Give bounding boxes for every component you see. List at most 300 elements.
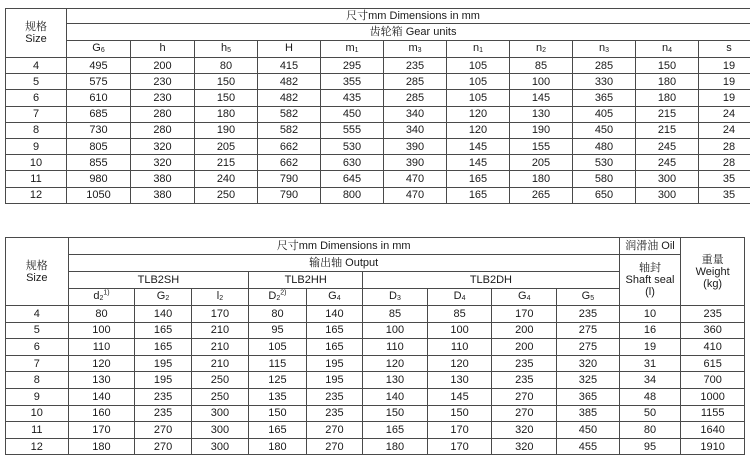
- value-cell: 80: [195, 58, 258, 74]
- column-footnote: 2): [280, 289, 287, 297]
- size-label: 规格 Size: [25, 21, 47, 45]
- value-cell: 300: [636, 171, 699, 187]
- value-cell: 165: [363, 422, 428, 439]
- column-subscript: 2: [276, 295, 281, 302]
- value-cell: 35: [699, 187, 750, 203]
- value-cell: 285: [573, 58, 636, 74]
- value-cell: 180: [636, 74, 699, 90]
- value-cell: 270: [492, 388, 557, 405]
- size-cell: 6: [6, 90, 67, 106]
- value-cell: 235: [135, 405, 191, 422]
- weight-header: [681, 238, 745, 306]
- value-cell: 210: [191, 339, 248, 356]
- column-subscript: 3: [417, 47, 422, 54]
- value-cell: 28: [699, 155, 750, 171]
- value-cell: 135: [249, 388, 306, 405]
- value-cell: 530: [321, 138, 384, 154]
- value-cell: 205: [195, 138, 258, 154]
- value-cell: 190: [510, 122, 573, 138]
- column-header: [636, 41, 699, 58]
- value-cell: 125: [249, 372, 306, 389]
- table-row: [6, 90, 750, 106]
- size-cell: 11: [6, 422, 69, 439]
- column-symbol: H: [285, 42, 293, 54]
- value-cell: 1155: [681, 405, 745, 422]
- value-cell: 615: [681, 355, 745, 372]
- value-cell: 150: [363, 405, 428, 422]
- value-cell: 120: [447, 106, 510, 122]
- value-cell: 275: [557, 322, 620, 339]
- value-cell: 980: [67, 171, 131, 187]
- value-cell: 100: [363, 322, 428, 339]
- size-cell: 12: [6, 187, 67, 203]
- table-row: [6, 339, 745, 356]
- value-cell: 85: [427, 306, 492, 323]
- column-subscript: 4: [336, 295, 341, 302]
- value-cell: 415: [258, 58, 321, 74]
- value-cell: 19: [699, 90, 750, 106]
- value-cell: 230: [131, 74, 195, 90]
- value-cell: 285: [384, 90, 447, 106]
- value-cell: 170: [68, 422, 135, 439]
- value-cell: 150: [195, 90, 258, 106]
- column-subscript: 2: [165, 295, 170, 302]
- value-cell: 110: [363, 339, 428, 356]
- table-row: [6, 187, 750, 203]
- value-cell: 205: [510, 155, 573, 171]
- value-cell: 482: [258, 90, 321, 106]
- table-row: [6, 322, 745, 339]
- column-symbol: G: [328, 290, 337, 302]
- column-symbol: s: [726, 42, 732, 54]
- value-cell: 130: [510, 106, 573, 122]
- column-subscript: 6: [100, 47, 105, 54]
- column-header: [573, 41, 636, 58]
- column-symbol: d: [93, 290, 100, 302]
- table-row: [6, 155, 750, 171]
- value-cell: 165: [306, 339, 362, 356]
- value-cell: 200: [131, 58, 195, 74]
- column-subscript: 4: [668, 47, 673, 54]
- value-cell: 19: [699, 58, 750, 74]
- value-cell: 235: [681, 306, 745, 323]
- column-symbol: h: [159, 42, 166, 54]
- value-cell: 170: [492, 306, 557, 323]
- column-symbol: n: [598, 42, 606, 54]
- value-cell: 210: [191, 355, 248, 372]
- value-cell: 145: [447, 138, 510, 154]
- value-cell: 245: [636, 138, 699, 154]
- value-cell: 320: [131, 138, 195, 154]
- column-subscript: 5: [590, 295, 595, 302]
- value-cell: 120: [363, 355, 428, 372]
- value-cell: 195: [135, 355, 191, 372]
- value-cell: 120: [427, 355, 492, 372]
- dimensions-header: 尺寸mm Dimensions in mm: [68, 238, 619, 255]
- value-cell: 180: [510, 171, 573, 187]
- value-cell: 685: [67, 106, 131, 122]
- table-row: [6, 306, 745, 323]
- table-row: [6, 74, 750, 90]
- column-header: [249, 289, 306, 306]
- column-symbol: G: [156, 290, 166, 302]
- column-header: [135, 289, 191, 306]
- value-cell: 1910: [681, 438, 745, 455]
- value-cell: 145: [427, 388, 492, 405]
- value-cell: 120: [447, 122, 510, 138]
- value-cell: 105: [447, 74, 510, 90]
- size-label: 规格 Size: [25, 259, 48, 284]
- size-cell: 5: [6, 322, 69, 339]
- value-cell: 385: [557, 405, 620, 422]
- value-cell: 495: [67, 58, 131, 74]
- value-cell: 805: [67, 138, 131, 154]
- group-tlb2hh: TLB2HH: [249, 272, 363, 289]
- value-cell: 365: [573, 90, 636, 106]
- column-header: [557, 289, 620, 306]
- value-cell: 410: [681, 339, 745, 356]
- value-cell: 275: [557, 339, 620, 356]
- size-cell: 10: [6, 405, 69, 422]
- column-subscript: 2: [219, 295, 224, 302]
- value-cell: 380: [131, 171, 195, 187]
- value-cell: 150: [195, 74, 258, 90]
- size-cell: 10: [6, 155, 67, 171]
- value-cell: 110: [68, 339, 135, 356]
- value-cell: 195: [306, 355, 362, 372]
- value-cell: 105: [447, 58, 510, 74]
- value-cell: 365: [557, 388, 620, 405]
- value-cell: 580: [573, 171, 636, 187]
- value-cell: 200: [492, 322, 557, 339]
- value-cell: 250: [191, 388, 248, 405]
- value-cell: 240: [195, 171, 258, 187]
- value-cell: 170: [427, 422, 492, 439]
- size-cell: 8: [6, 122, 67, 138]
- value-cell: 455: [557, 438, 620, 455]
- column-symbol: m: [345, 42, 355, 54]
- value-cell: 100: [427, 322, 492, 339]
- column-symbol: n: [535, 42, 543, 54]
- column-subscript: 1: [479, 47, 484, 54]
- column-header: [191, 289, 248, 306]
- oil-header: 润滑油 Oil: [619, 238, 681, 255]
- column-symbol: D: [268, 290, 277, 302]
- column-symbol: D: [453, 290, 462, 302]
- value-cell: 582: [258, 122, 321, 138]
- value-cell: 85: [510, 58, 573, 74]
- weight-label: 重量 Weight (kg): [695, 253, 730, 290]
- value-cell: 280: [131, 122, 195, 138]
- size-cell: 9: [6, 138, 67, 154]
- value-cell: 215: [195, 155, 258, 171]
- value-cell: 355: [321, 74, 384, 90]
- table-row: [6, 388, 745, 405]
- size-cell: 7: [6, 355, 69, 372]
- column-header: [306, 289, 362, 306]
- value-cell: 170: [427, 438, 492, 455]
- column-symbol: h: [220, 42, 228, 54]
- column-symbol: G: [581, 290, 591, 302]
- column-header: [131, 41, 195, 58]
- size-cell: 6: [6, 339, 69, 356]
- value-cell: 235: [492, 355, 557, 372]
- column-symbol: l: [216, 290, 220, 302]
- value-cell: 80: [249, 306, 306, 323]
- value-cell: 790: [258, 171, 321, 187]
- value-cell: 390: [384, 138, 447, 154]
- value-cell: 130: [68, 372, 135, 389]
- value-cell: 360: [681, 322, 745, 339]
- column-symbol: n: [661, 42, 669, 54]
- value-cell: 320: [557, 355, 620, 372]
- column-header: [363, 289, 428, 306]
- value-cell: 16: [619, 322, 681, 339]
- value-cell: 140: [68, 388, 135, 405]
- table-row: [6, 171, 750, 187]
- value-cell: 270: [306, 422, 362, 439]
- size-cell: 8: [6, 372, 69, 389]
- column-subscript: 1: [354, 47, 359, 54]
- column-subscript: 3: [396, 295, 401, 302]
- value-cell: 165: [249, 422, 306, 439]
- value-cell: 24: [699, 106, 750, 122]
- value-cell: 645: [321, 171, 384, 187]
- column-subscript: 2: [99, 295, 104, 302]
- value-cell: 320: [492, 422, 557, 439]
- value-cell: 320: [492, 438, 557, 455]
- value-cell: 300: [191, 422, 248, 439]
- value-cell: 270: [135, 422, 191, 439]
- value-cell: 85: [363, 306, 428, 323]
- value-cell: 250: [191, 372, 248, 389]
- value-cell: 80: [68, 306, 135, 323]
- value-cell: 405: [573, 106, 636, 122]
- value-cell: 160: [68, 405, 135, 422]
- value-cell: 145: [510, 90, 573, 106]
- column-symbol: n: [472, 42, 480, 54]
- value-cell: 800: [321, 187, 384, 203]
- value-cell: 210: [191, 322, 248, 339]
- column-header: [384, 41, 447, 58]
- value-cell: 180: [636, 90, 699, 106]
- value-cell: 1640: [681, 422, 745, 439]
- value-cell: 105: [447, 90, 510, 106]
- value-cell: 235: [306, 405, 362, 422]
- value-cell: 650: [573, 187, 636, 203]
- value-cell: 95: [249, 322, 306, 339]
- value-cell: 270: [492, 405, 557, 422]
- table-row: [6, 405, 745, 422]
- value-cell: 450: [557, 422, 620, 439]
- value-cell: 19: [619, 339, 681, 356]
- value-cell: 170: [191, 306, 248, 323]
- value-cell: 165: [135, 322, 191, 339]
- value-cell: 105: [249, 339, 306, 356]
- value-cell: 215: [636, 122, 699, 138]
- value-cell: 10: [619, 306, 681, 323]
- value-cell: 450: [573, 122, 636, 138]
- value-cell: 140: [363, 388, 428, 405]
- value-cell: 700: [681, 372, 745, 389]
- column-header: [699, 41, 750, 58]
- value-cell: 575: [67, 74, 131, 90]
- value-cell: 270: [306, 438, 362, 455]
- column-header: [68, 289, 135, 306]
- value-cell: 165: [447, 171, 510, 187]
- value-cell: 235: [557, 306, 620, 323]
- value-cell: 80: [619, 422, 681, 439]
- value-cell: 300: [191, 438, 248, 455]
- value-cell: 250: [195, 187, 258, 203]
- value-cell: 110: [427, 339, 492, 356]
- column-subscript: 5: [227, 47, 232, 54]
- value-cell: 245: [636, 155, 699, 171]
- value-cell: 555: [321, 122, 384, 138]
- column-symbol: D: [389, 290, 397, 302]
- value-cell: 300: [636, 187, 699, 203]
- value-cell: 270: [135, 438, 191, 455]
- value-cell: 325: [557, 372, 620, 389]
- value-cell: 195: [135, 372, 191, 389]
- table-row: [6, 106, 750, 122]
- value-cell: 340: [384, 122, 447, 138]
- column-header: [447, 41, 510, 58]
- value-cell: 450: [321, 106, 384, 122]
- column-header: [427, 289, 492, 306]
- table-row: [6, 355, 745, 372]
- column-symbol: m: [408, 42, 418, 54]
- column-footnote: 1): [103, 289, 110, 297]
- value-cell: 530: [573, 155, 636, 171]
- value-cell: 150: [249, 405, 306, 422]
- value-cell: 35: [699, 171, 750, 187]
- value-cell: 155: [510, 138, 573, 154]
- value-cell: 100: [510, 74, 573, 90]
- output-table: [5, 237, 745, 455]
- value-cell: 285: [384, 74, 447, 90]
- size-cell: 5: [6, 74, 67, 90]
- value-cell: 31: [619, 355, 681, 372]
- value-cell: 790: [258, 187, 321, 203]
- table-row: [6, 138, 750, 154]
- size-cell: 7: [6, 106, 67, 122]
- value-cell: 380: [131, 187, 195, 203]
- value-cell: 50: [619, 405, 681, 422]
- column-header: [67, 41, 131, 58]
- value-cell: 1000: [681, 388, 745, 405]
- value-cell: 130: [363, 372, 428, 389]
- column-header: [195, 41, 258, 58]
- shaft-seal-label: 轴封 Shaft seal (l): [625, 262, 675, 298]
- value-cell: 235: [135, 388, 191, 405]
- value-cell: 180: [363, 438, 428, 455]
- value-cell: 235: [306, 388, 362, 405]
- table-row: [6, 58, 750, 74]
- value-cell: 295: [321, 58, 384, 74]
- value-cell: 235: [384, 58, 447, 74]
- value-cell: 300: [191, 405, 248, 422]
- value-cell: 140: [306, 306, 362, 323]
- value-cell: 582: [258, 106, 321, 122]
- column-header: [510, 41, 573, 58]
- value-cell: 180: [249, 438, 306, 455]
- value-cell: 150: [427, 405, 492, 422]
- value-cell: 235: [492, 372, 557, 389]
- column-header: [321, 41, 384, 58]
- value-cell: 115: [249, 355, 306, 372]
- group-tlb2sh: TLB2SH: [68, 272, 249, 289]
- value-cell: 165: [135, 339, 191, 356]
- size-cell: 4: [6, 306, 69, 323]
- value-cell: 195: [306, 372, 362, 389]
- value-cell: 19: [699, 74, 750, 90]
- value-cell: 200: [492, 339, 557, 356]
- value-cell: 330: [573, 74, 636, 90]
- dimensions-header: 尺寸mm Dimensions in mm: [67, 9, 750, 24]
- size-cell: 12: [6, 438, 69, 455]
- value-cell: 95: [619, 438, 681, 455]
- value-cell: 150: [636, 58, 699, 74]
- table-row: [6, 438, 745, 455]
- value-cell: 320: [131, 155, 195, 171]
- value-cell: 280: [131, 106, 195, 122]
- value-cell: 190: [195, 122, 258, 138]
- size-header: [6, 9, 67, 58]
- size-cell: 11: [6, 171, 67, 187]
- value-cell: 340: [384, 106, 447, 122]
- output-header: 输出轴 Output: [68, 255, 619, 272]
- value-cell: 662: [258, 138, 321, 154]
- value-cell: 855: [67, 155, 131, 171]
- value-cell: 470: [384, 171, 447, 187]
- value-cell: 630: [321, 155, 384, 171]
- value-cell: 662: [258, 155, 321, 171]
- value-cell: 390: [384, 155, 447, 171]
- size-header: [6, 238, 69, 306]
- column-subscript: 4: [461, 295, 466, 302]
- value-cell: 610: [67, 90, 131, 106]
- table-row: [6, 422, 745, 439]
- column-subscript: 3: [605, 47, 610, 54]
- value-cell: 480: [573, 138, 636, 154]
- table-row: [6, 372, 745, 389]
- value-cell: 180: [68, 438, 135, 455]
- column-header: [258, 41, 321, 58]
- shaft-seal-header: [619, 255, 681, 306]
- value-cell: 165: [306, 322, 362, 339]
- value-cell: 180: [195, 106, 258, 122]
- table-row: [6, 122, 750, 138]
- value-cell: 34: [619, 372, 681, 389]
- value-cell: 120: [68, 355, 135, 372]
- value-cell: 265: [510, 187, 573, 203]
- value-cell: 435: [321, 90, 384, 106]
- value-cell: 470: [384, 187, 447, 203]
- column-header: [492, 289, 557, 306]
- group-tlb2dh: TLB2DH: [363, 272, 620, 289]
- size-cell: 9: [6, 388, 69, 405]
- value-cell: 24: [699, 122, 750, 138]
- value-cell: 130: [427, 372, 492, 389]
- column-symbol: G: [518, 290, 527, 302]
- value-cell: 145: [447, 155, 510, 171]
- gear-units-table: [5, 8, 750, 204]
- value-cell: 100: [68, 322, 135, 339]
- size-cell: 4: [6, 58, 67, 74]
- value-cell: 730: [67, 122, 131, 138]
- value-cell: 165: [447, 187, 510, 203]
